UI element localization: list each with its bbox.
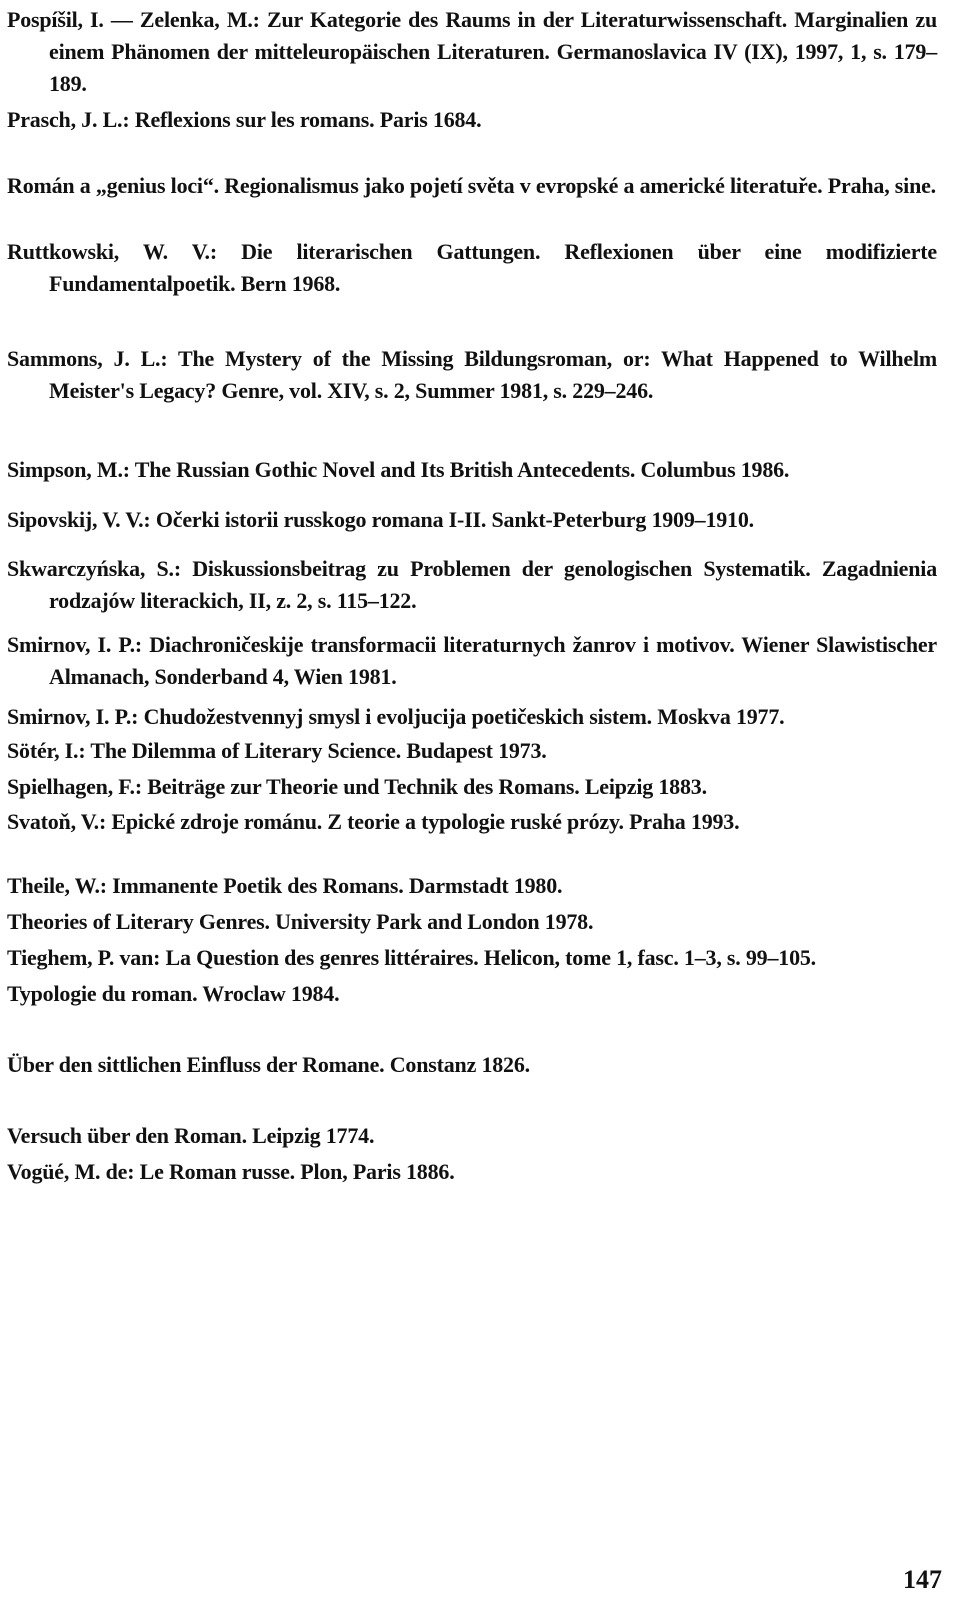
bibliography-entry: Skwarczyńska, S.: Diskussionsbeitrag zu Problemen der genologischen Systematik. Zagadnienia rodzajów literackich, II, z. 2, s. 115–122. — [7, 556, 937, 613]
page-number: 147 — [903, 1565, 942, 1594]
bibliography-entry: Pospíšil, I. — Zelenka, M.: Zur Kategorie des Raums in der Literaturwissenschaft. Marginalien zu einem Phänomen der mitteleuropäischen Literaturen. Germanoslavica IV (IX), 1997, 1, s. 179–189. — [7, 7, 937, 96]
bibliography-entry: Sötér, I.: The Dilemma of Literary Science. Budapest 1973. — [7, 738, 547, 763]
bibliography-entry: Spielhagen, F.: Beiträge zur Theorie und Technik des Romans. Leipzig 1883. — [7, 774, 707, 799]
bibliography-entry: Sammons, J. L.: The Mystery of the Missing Bildungsroman, or: What Happened to Wilhelm Meister's Legacy? Genre, vol. XIV, s. 2, Summer 1981, s. 229–246. — [7, 346, 937, 403]
bibliography-entry: Simpson, M.: The Russian Gothic Novel and Its British Antecedents. Columbus 1986. — [7, 457, 790, 482]
bibliography-entry: Tieghem, P. van: La Question des genres littéraires. Helicon, tome 1, fasc. 1–3, s. 99–105. — [7, 945, 816, 970]
bibliography-entry: Svatoň, V.: Epické zdroje románu. Z teorie a typologie ruské prózy. Praha 1993. — [7, 809, 740, 834]
bibliography-entry: Über den sittlichen Einfluss der Romane. Constanz 1826. — [7, 1052, 530, 1077]
bibliography-entry: Ruttkowski, W. V.: Die literarischen Gattungen. Reflexionen über eine modifizierte Fundamentalpoetik. Bern 1968. — [7, 239, 937, 296]
bibliography-entry: Theories of Literary Genres. University Park and London 1978. — [7, 909, 594, 934]
bibliography-entry: Theile, W.: Immanente Poetik des Romans. Darmstadt 1980. — [7, 873, 563, 898]
bibliography-entry: Sipovskij, V. V.: Očerki istorii russkogo romana I-II. Sankt-Peterburg 1909–1910. — [7, 507, 754, 532]
bibliography-entry: Smirnov, I. P.: Chudožestvennyj smysl i evoljucija poetičeskich sistem. Moskva 1977. — [7, 704, 785, 729]
bibliography-entry: Vogüé, M. de: Le Roman russe. Plon, Paris 1886. — [7, 1159, 455, 1184]
bibliography-entry: Román a „genius loci“. Regionalismus jako pojetí světa v evropské a americké literatuře. Praha, sine. — [7, 173, 936, 198]
bibliography-entry: Typologie du roman. Wroclaw 1984. — [7, 981, 340, 1006]
bibliography-entry: Versuch über den Roman. Leipzig 1774. — [7, 1123, 375, 1148]
bibliography-entry: Prasch, J. L.: Reflexions sur les romans. Paris 1684. — [7, 107, 482, 132]
bibliography-entry: Smirnov, I. P.: Diachroničeskije transformacii literaturnych žanrov i motivov. Wiener Slawistischer Almanach, Sonderband 4, Wien 1981. — [7, 632, 937, 689]
